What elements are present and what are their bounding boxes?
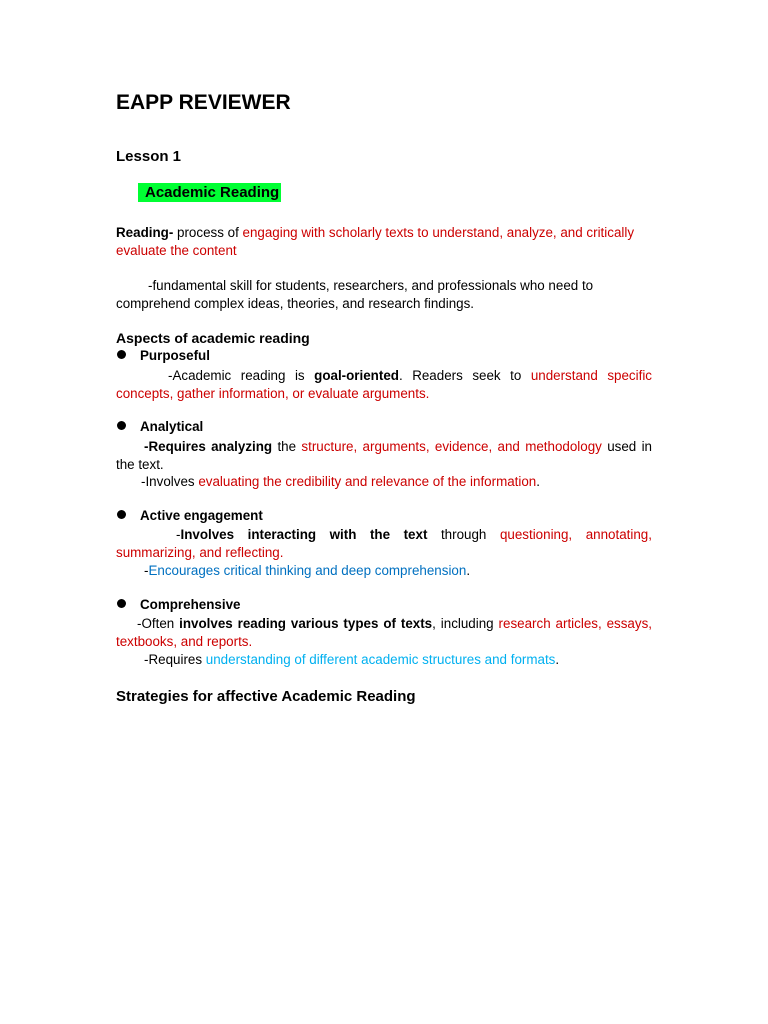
active-engagement-text-2: [144, 562, 652, 580]
fundamental-paragraph: -fundamental skill for students, researchers, and professionals who need to comprehend complex ideas, theories, and research findings.: [116, 278, 594, 311]
bullet-icon: [117, 421, 126, 430]
analytical-text-2: [141, 473, 652, 491]
aspect-name: Purposeful: [140, 348, 210, 363]
text-span: used in the text.: [116, 439, 652, 472]
comprehensive-text-2: [144, 651, 652, 669]
red-span: understand specific concepts, gather information, or evaluate arguments.: [116, 368, 652, 401]
text-span: -Requires: [144, 652, 206, 667]
text-span: .: [555, 652, 560, 667]
text-span: , including: [432, 616, 499, 631]
text-span: -Involves: [141, 474, 199, 489]
strategies-heading: Strategies for affective Academic Reading: [116, 688, 416, 705]
aspect-analytical: [116, 419, 203, 434]
definition-highlight: engaging with scholarly texts to understand, analyze, and critically evaluate the content: [116, 225, 635, 258]
red-span: structure, arguments, evidence, and methodology: [301, 439, 602, 454]
aspect-name: Active engagement: [140, 508, 263, 523]
aspect-active-engagement: [116, 508, 263, 523]
bold-span: -Requires analyzing: [144, 439, 273, 454]
aspect-purposeful: [116, 348, 210, 363]
aspects-heading: Aspects of academic reading: [116, 330, 310, 346]
aspect-name: Analytical: [140, 419, 204, 434]
bold-span: involves reading various types of texts: [179, 616, 433, 631]
light-blue-span: understanding of different academic structures and formats: [205, 652, 556, 667]
text-span: through: [427, 527, 500, 542]
comprehensive-text-1: [116, 615, 652, 651]
text-span: . Readers seek to: [398, 368, 531, 383]
text-span: -: [176, 527, 181, 542]
text-span: the: [272, 439, 302, 454]
text-span: -Academic reading is: [168, 368, 315, 383]
bullet-icon: [117, 350, 126, 359]
active-engagement-text-1: [116, 526, 652, 562]
bold-span: Involves interacting with the text: [180, 527, 428, 542]
aspect-comprehensive: [116, 597, 240, 612]
purposeful-text: [116, 367, 652, 403]
definition-term: Reading-: [116, 225, 174, 240]
lesson-heading: Lesson 1: [116, 148, 182, 165]
red-span: research articles, essays, textbooks, and reports.: [116, 616, 652, 649]
aspect-name: Comprehensive: [140, 597, 241, 612]
red-span: questioning, annotating, summarizing, and reflecting.: [116, 527, 652, 560]
bullet-icon: [117, 599, 126, 608]
definition-pre: process of: [173, 225, 243, 240]
bullet-icon: [117, 510, 126, 519]
text-span: -Often: [137, 616, 180, 631]
red-span: evaluating the credibility and relevance of the information: [198, 474, 537, 489]
analytical-text-1: [116, 438, 652, 474]
reading-definition: [116, 224, 652, 260]
text-span: -: [144, 563, 149, 578]
blue-span: Encourages critical thinking and deep comprehension: [148, 563, 467, 578]
document-title: EAPP REVIEWER: [116, 91, 291, 114]
topic-highlight: Academic Reading: [138, 183, 281, 202]
text-span: .: [536, 474, 540, 489]
text-span: .: [466, 563, 471, 578]
bold-span: goal-oriented: [314, 368, 399, 383]
